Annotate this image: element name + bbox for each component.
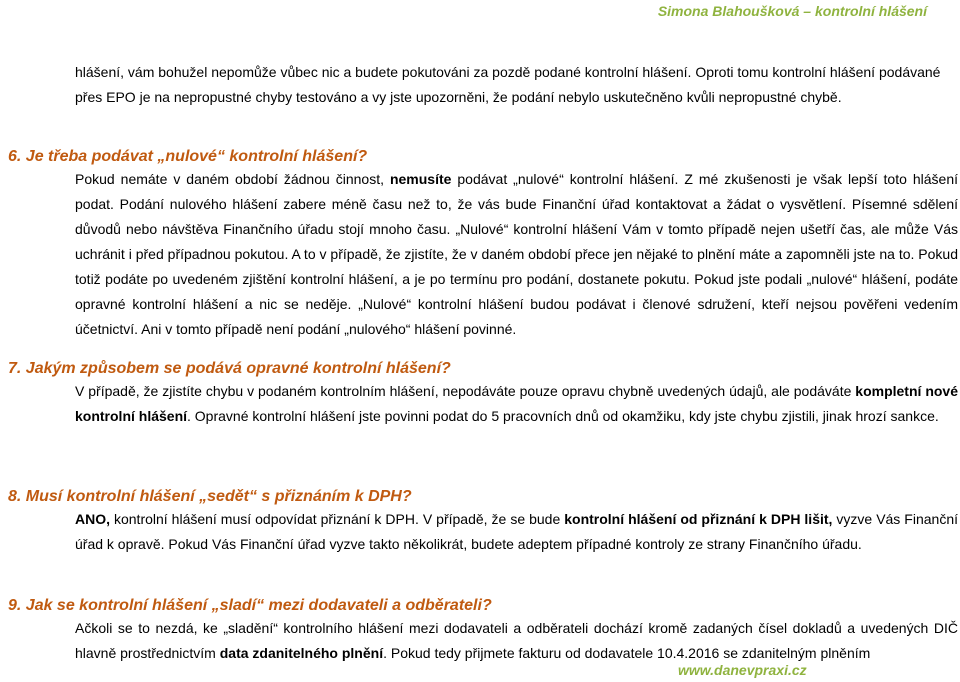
section-6-text-2: podávat „nulové“ kontrolní hlášení. Z mé zkušenosti je však lepší toto hlášení podat. Podání nulového hlášení zabere méně času než to, že vás bude Finanční úřad kontaktovat a žádat o vysvětlení. Písemné sdělení důvodů nebo návštěva Finančního úřadu stojí mnoho času. „Nulové“ kontrolní hlášení Vám v tomto případě nejen ušetří čas, ale může Vás uchránit i před případnou pokutou. A to v případě, že zjistíte, že v daném období přece jen nějaké to plnění máte a zapomněli jste na to. Pokud totiž podáte po uvedeném zjištění kontrolní hlášení, a je po termínu pro podání, dostanete pokutu. Pokud jste podali „nulové“ hlášení, podáte opravné kontrolní hlášení a nic se neděje. „Nulové“ kontrolní hlášení budou podávat i členové sdružení, kteří nejsou pověřeni vedením účetnictví. Ani v tomto případě není podání „nulového“ hlášení povinné.: [75, 171, 959, 337]
section-8: [8, 487, 958, 557]
section-8-bold-1: ANO,: [75, 511, 110, 527]
section-7-text-2: . Opravné kontrolní hlášení jste povinni podat do 5 pracovních dnů od okamžiku, kdy jste chybu zjistili, jinak hrozí sankce.: [187, 408, 939, 424]
section-9-heading: 9. Jak se kontrolní hlášení „sladí“ mezi dodavateli a odběrateli?: [8, 597, 492, 614]
section-6-bold-1: nemusíte: [389, 171, 452, 187]
section-8-text-1: kontrolní hlášení musí odpovídat přiznání k DPH. V případě, že se bude: [110, 511, 565, 527]
section-9-text-1: Ačkoli se to nezdá, ke „sladění“ kontrolního hlášení mezi dodavateli a odběrateli dochází kromě zadaných čísel dokladů a uvedených DIČ hlavně prostřednictvím: [75, 620, 958, 661]
footer-url: www.danevpraxi.cz: [678, 662, 807, 678]
section-8-text-2: vyzve Vás Finanční úřad k opravě. Pokud Vás Finanční úřad vyzve takto několikrát, budete adeptem případné kontroly ze strany Finančního úřadu.: [75, 511, 958, 552]
section-8-body: [75, 507, 958, 557]
section-6: [8, 147, 958, 342]
section-9-body: [75, 616, 958, 666]
section-9-bold-1: data zdanitelného plnění: [219, 645, 384, 661]
section-6-body: [75, 167, 958, 342]
section-7-bold-1: kompletní nové kontrolní hlášení: [75, 383, 958, 424]
section-8-heading: 8. Musí kontrolní hlášení „sedět“ s přiznáním k DPH?: [8, 488, 412, 505]
section-7-heading: 7. Jakým způsobem se podává opravné kontrolní hlášení?: [8, 360, 451, 377]
section-9-text-2: . Pokud tedy přijmete fakturu od dodavatele 10.4.2016 se zdanitelným plněním: [383, 645, 871, 661]
section-9: [8, 596, 958, 666]
section-7-body: [75, 379, 958, 429]
document-header: Simona Blahoušková – kontrolní hlášení: [657, 3, 927, 19]
intro-paragraph: hlášení, vám bohužel nepomůže vůbec nic a budete pokutováni za pozdě podané kontrolní hlášení. Oproti tomu kontrolní hlášení podávané přes EPO je na nepropustné chyby testováno a vy jste upozorněni, že podání nebylo uskutečněno kvůli nepropustné chybě.: [75, 64, 941, 105]
section-7: [8, 359, 958, 429]
section-6-heading: 6. Je třeba podávat „nulové“ kontrolní hlášení?: [8, 148, 368, 165]
section-6-text-1: Pokud nemáte v daném období žádnou činnost,: [75, 171, 390, 187]
section-7-text-1: V případě, že zjistíte chybu v podaném kontrolním hlášení, nepodáváte pouze opravu chybně uvedených údajů, ale podáváte: [75, 383, 856, 399]
section-8-bold-2: kontrolní hlášení od přiznání k DPH lišit,: [564, 511, 833, 527]
